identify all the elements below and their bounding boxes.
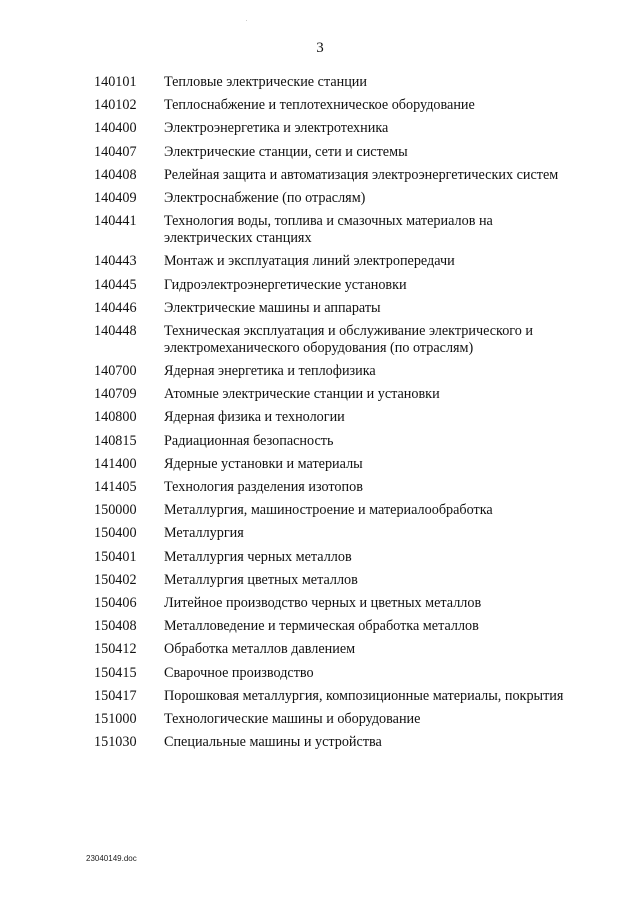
specialty-code: 140709 (94, 386, 137, 403)
list-item (94, 433, 564, 450)
specialty-code: 140441 (94, 213, 137, 230)
specialty-title: Релейная защита и автоматизация электроэнергетических систем (164, 166, 559, 183)
specialty-title: Гидроэлектроэнергетические установки (164, 276, 407, 293)
list-item (94, 525, 564, 542)
specialty-code: 140407 (94, 143, 137, 160)
specialty-title: Монтаж и эксплуатация линий электропередачи (164, 253, 455, 270)
specialty-code: 140400 (94, 120, 137, 137)
list-item (94, 120, 564, 137)
specialty-title: Ядерная энергетика и теплофизика (164, 363, 376, 380)
specialty-title: Металлургия цветных металлов (164, 571, 358, 588)
list-item (94, 572, 564, 589)
specialty-title: Теплоснабжение и теплотехническое оборудование (164, 97, 475, 114)
document-filename: 23040149.doc (86, 854, 137, 863)
specialty-title: Специальные машины и устройства (164, 734, 382, 751)
list-item (94, 213, 564, 247)
specialty-code: 150415 (94, 664, 137, 681)
list-item (94, 386, 564, 403)
specialty-list (94, 74, 564, 757)
list-item (94, 641, 564, 658)
specialty-code: 140446 (94, 299, 137, 316)
specialty-code: 151030 (94, 734, 137, 751)
specialty-title: Металлургия (164, 525, 244, 542)
list-item (94, 144, 564, 161)
specialty-code: 151000 (94, 710, 137, 727)
list-item (94, 323, 564, 357)
specialty-title: Металлургия черных металлов (164, 548, 352, 565)
list-item (94, 74, 564, 91)
specialty-code: 140445 (94, 276, 137, 293)
specialty-title: Радиационная безопасность (164, 432, 334, 449)
specialty-code: 150412 (94, 641, 137, 658)
specialty-title: Тепловые электрические станции (164, 74, 367, 90)
specialty-title: Порошковая металлургия, композиционные материалы, покрытия (164, 687, 564, 704)
list-item (94, 190, 564, 207)
list-item (94, 167, 564, 184)
list-item (94, 363, 564, 380)
specialty-title: Обработка металлов давлением (164, 641, 356, 658)
specialty-title: Электроэнергетика и электротехника (164, 120, 389, 137)
specialty-code: 140443 (94, 253, 137, 270)
list-item (94, 665, 564, 682)
specialty-code: 140101 (94, 74, 137, 90)
specialty-code: 150000 (94, 502, 137, 519)
specialty-code: 150402 (94, 571, 137, 588)
list-item (94, 456, 564, 473)
list-item (94, 253, 564, 270)
list-item (94, 688, 564, 705)
list-item (94, 549, 564, 566)
specialty-title: Техническая эксплуатация и обслуживание электрического и электромеханического оборудования (по отраслям) (164, 322, 533, 356)
specialty-code: 150417 (94, 687, 137, 704)
specialty-code: 150401 (94, 548, 137, 565)
specialty-title: Электроснабжение (по отраслям) (164, 189, 366, 206)
specialty-code: 140800 (94, 409, 137, 426)
specialty-title: Электрические машины и аппараты (164, 299, 381, 316)
specialty-code: 140102 (94, 97, 137, 114)
specialty-code: 150406 (94, 594, 137, 611)
specialty-title: Литейное производство черных и цветных металлов (164, 594, 482, 611)
specialty-title: Металлургия, машиностроение и материалообработка (164, 502, 493, 519)
scan-mark (246, 20, 247, 21)
specialty-title: Атомные электрические станции и установки (164, 386, 440, 403)
specialty-title: Технология воды, топлива и смазочных материалов на электрических станциях (164, 213, 493, 247)
list-item (94, 711, 564, 728)
specialty-title: Металловедение и термическая обработка металлов (164, 618, 479, 635)
specialty-code: 150400 (94, 525, 137, 542)
specialty-code: 150408 (94, 618, 137, 635)
specialty-code: 140815 (94, 432, 137, 449)
specialty-title: Ядерные установки и материалы (164, 455, 363, 472)
specialty-code: 141400 (94, 455, 137, 472)
page-number: 3 (316, 40, 324, 56)
specialty-code: 141405 (94, 479, 137, 495)
specialty-title: Технология разделения изотопов (164, 479, 363, 495)
specialty-title: Сварочное производство (164, 664, 314, 681)
list-item (94, 277, 564, 294)
list-item (94, 479, 564, 496)
list-item (94, 300, 564, 317)
specialty-title: Технологические машины и оборудование (164, 710, 421, 727)
specialty-code: 140448 (94, 322, 137, 339)
list-item (94, 595, 564, 612)
list-item (94, 734, 564, 751)
specialty-title: Электрические станции, сети и системы (164, 143, 408, 160)
specialty-code: 140408 (94, 166, 137, 183)
list-item (94, 502, 564, 519)
list-item (94, 409, 564, 426)
specialty-code: 140700 (94, 363, 137, 380)
list-item (94, 618, 564, 635)
list-item (94, 97, 564, 114)
specialty-code: 140409 (94, 189, 137, 206)
specialty-title: Ядерная физика и технологии (164, 409, 345, 426)
